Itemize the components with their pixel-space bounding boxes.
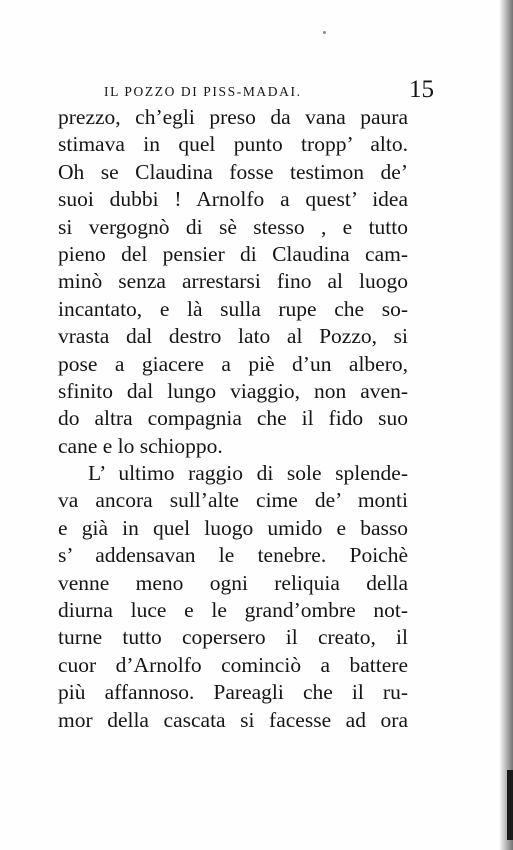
page-number: 15	[409, 76, 434, 103]
page-edge-shadow	[499, 0, 513, 850]
text-line: incantato, e là sulla rupe che so-	[58, 296, 408, 321]
text-line: va ancora sull’alte cime de’ monti	[58, 488, 408, 513]
text-line: cuor d’Arnolfo cominciò a battere	[58, 652, 408, 677]
text-line: prezzo, ch’egli preso da vana paura	[58, 105, 408, 129]
text-line: vrasta dal destro lato al Pozzo, si	[58, 324, 408, 349]
paragraph-2	[58, 460, 408, 734]
text-line: minò senza arrestarsi fino al luogo	[58, 269, 408, 294]
paper-speck	[323, 31, 326, 34]
paragraph-1	[58, 104, 408, 460]
text-line: Oh se Claudina fosse testimon de’	[58, 159, 408, 184]
text-line: mor della cascata si facesse ad ora	[58, 707, 408, 732]
text-line: pose a giacere a piè d’un albero,	[58, 351, 408, 376]
running-title: IL POZZO DI PISS-MADAI.	[104, 84, 302, 99]
text-line: cane e lo schioppo.	[58, 433, 223, 458]
text-line: s’ addensavan le tenebre. Poichè	[58, 543, 408, 568]
text-line: venne meno ogni reliquia della	[58, 570, 408, 595]
text-line: sfinito dal lungo viaggio, non aven-	[58, 378, 408, 403]
text-line: diurna luce e le grand’ombre not-	[58, 598, 408, 623]
text-line: si vergognò di sè stesso , e tutto	[58, 214, 408, 239]
text-line: stimava in quel punto tropp’ alto.	[58, 132, 408, 157]
text-line: pieno del pensier di Claudina cam-	[58, 241, 408, 266]
text-line: do altra compagnia che il fido suo	[58, 406, 408, 431]
page-header	[104, 78, 434, 104]
text-line: L’ ultimo raggio di sole splende-	[88, 461, 408, 486]
body-text	[58, 104, 408, 734]
text-line: turne tutto copersero il creato, il	[58, 625, 408, 650]
text-line: e già in quel luogo umido e basso	[58, 515, 408, 540]
text-line: più affannoso. Pareagli che il ru-	[58, 680, 408, 705]
text-line: suoi dubbi ! Arnolfo a quest’ idea	[58, 187, 408, 212]
page-edge-mark	[507, 770, 513, 840]
